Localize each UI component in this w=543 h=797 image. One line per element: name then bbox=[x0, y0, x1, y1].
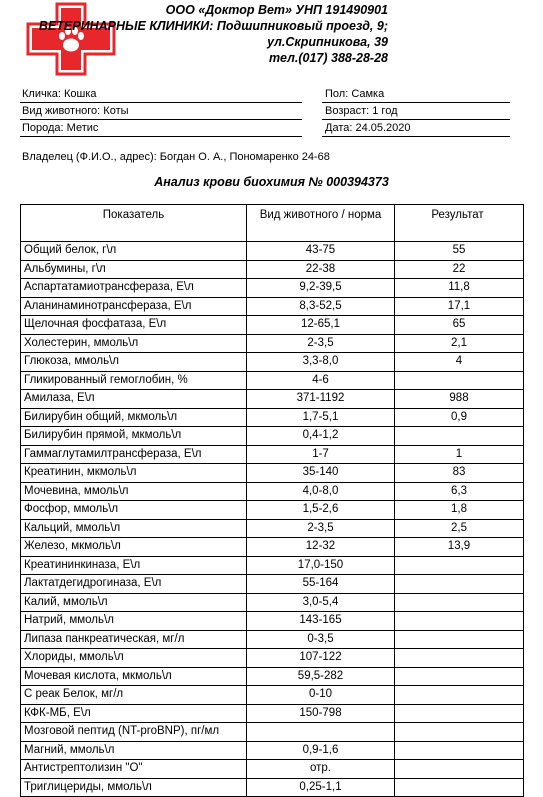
table-row bbox=[21, 260, 524, 279]
table-header-row bbox=[21, 205, 524, 242]
result-cell: 55 bbox=[395, 242, 524, 261]
parameter-cell: Гликированный гемоглобин, % bbox=[21, 371, 247, 390]
parameter-cell: Билирубин прямой, мкмоль\л bbox=[21, 427, 247, 446]
table-row bbox=[21, 741, 524, 760]
norm-cell: 17,0-150 bbox=[247, 556, 395, 575]
result-cell: 6,3 bbox=[395, 482, 524, 501]
patient-name: Кличка: Кошка bbox=[22, 88, 97, 100]
parameter-cell: Глюкоза, ммоль\л bbox=[21, 353, 247, 372]
norm-cell: 55-164 bbox=[247, 575, 395, 594]
result-cell bbox=[395, 427, 524, 446]
divider bbox=[20, 136, 302, 137]
result-cell: 83 bbox=[395, 464, 524, 483]
norm-cell: 143-165 bbox=[247, 612, 395, 631]
parameter-cell: Общий белок, г\л bbox=[21, 242, 247, 261]
result-cell bbox=[395, 704, 524, 723]
norm-cell: отр. bbox=[247, 760, 395, 779]
norm-cell: 4,0-8,0 bbox=[247, 482, 395, 501]
parameter-cell: С реак Белок, мг/л bbox=[21, 686, 247, 705]
table-row bbox=[21, 334, 524, 353]
table-row bbox=[21, 464, 524, 483]
result-cell: 4 bbox=[395, 353, 524, 372]
norm-cell bbox=[247, 723, 395, 742]
divider bbox=[20, 102, 302, 103]
parameter-cell: Калий, ммоль\л bbox=[21, 593, 247, 612]
table-row bbox=[21, 408, 524, 427]
parameter-cell: КФК-МБ, Е\л bbox=[21, 704, 247, 723]
result-cell bbox=[395, 649, 524, 668]
patient-species: Вид животного: Коты bbox=[22, 105, 129, 117]
norm-cell: 150-798 bbox=[247, 704, 395, 723]
table-row bbox=[21, 667, 524, 686]
table-row bbox=[21, 538, 524, 557]
result-cell: 22 bbox=[395, 260, 524, 279]
norm-cell: 12-32 bbox=[247, 538, 395, 557]
table-row bbox=[21, 575, 524, 594]
norm-cell: 1,5-2,6 bbox=[247, 501, 395, 520]
column-header-norm: Вид животного / норма bbox=[247, 205, 395, 242]
page-title: Анализ крови биохимия № 000394373 bbox=[154, 175, 389, 189]
result-cell: 0,9 bbox=[395, 408, 524, 427]
parameter-cell: Аспартатамиотрансфераза, Е\л bbox=[21, 279, 247, 298]
norm-cell: 0,9-1,6 bbox=[247, 741, 395, 760]
clinic-header bbox=[39, 2, 388, 66]
table-row bbox=[21, 760, 524, 779]
table-row bbox=[21, 501, 524, 520]
norm-cell: 12-65,1 bbox=[247, 316, 395, 335]
parameter-cell: Кальций, ммоль\л bbox=[21, 519, 247, 538]
divider bbox=[322, 119, 510, 120]
norm-cell: 22-38 bbox=[247, 260, 395, 279]
parameter-cell: Лактатдегидрогиназа, Е\л bbox=[21, 575, 247, 594]
divider bbox=[322, 136, 510, 137]
norm-cell: 43-75 bbox=[247, 242, 395, 261]
patient-breed: Порода: Метис bbox=[22, 122, 99, 134]
table-row bbox=[21, 279, 524, 298]
result-cell: 65 bbox=[395, 316, 524, 335]
result-cell bbox=[395, 630, 524, 649]
parameter-cell: Амилаза, Е\л bbox=[21, 390, 247, 409]
result-cell bbox=[395, 371, 524, 390]
result-cell bbox=[395, 612, 524, 631]
parameter-cell: Магний, ммоль\л bbox=[21, 741, 247, 760]
parameter-cell: Аланинаминотрансфераза, Е\л bbox=[21, 297, 247, 316]
table-row bbox=[21, 445, 524, 464]
norm-cell: 0-10 bbox=[247, 686, 395, 705]
clinic-address: ВЕТЕРИНАРНЫЕ КЛИНИКИ: Подшипниковый проезд, 9; bbox=[38, 19, 388, 33]
parameter-cell: Мозговой пептид (NT-proBNP), пг/мл bbox=[21, 723, 247, 742]
parameter-cell: Липаза панкреатическая, мг/л bbox=[21, 630, 247, 649]
clinic-name: ООО «Доктор Вет» УНП 191490901 bbox=[165, 3, 388, 17]
parameter-cell: Железо, мкмоль\л bbox=[21, 538, 247, 557]
table-row bbox=[21, 353, 524, 372]
norm-cell: 0-3,5 bbox=[247, 630, 395, 649]
parameter-cell: Антистрептолизин "О" bbox=[21, 760, 247, 779]
clinic-phone: тел.(017) 388-28-28 bbox=[269, 51, 388, 65]
norm-cell: 59,5-282 bbox=[247, 667, 395, 686]
table-row bbox=[21, 723, 524, 742]
table-row bbox=[21, 482, 524, 501]
result-cell: 1,8 bbox=[395, 501, 524, 520]
result-cell bbox=[395, 593, 524, 612]
norm-cell: 3,0-5,4 bbox=[247, 593, 395, 612]
result-cell: 2,5 bbox=[395, 519, 524, 538]
result-cell bbox=[395, 575, 524, 594]
result-cell bbox=[395, 723, 524, 742]
norm-cell: 9,2-39,5 bbox=[247, 279, 395, 298]
clinic-street: ул.Скрипникова, 39 bbox=[267, 35, 388, 49]
result-cell: 1 bbox=[395, 445, 524, 464]
result-cell: 2,1 bbox=[395, 334, 524, 353]
table-row bbox=[21, 371, 524, 390]
norm-cell: 1-7 bbox=[247, 445, 395, 464]
owner-info: Владелец (Ф.И.О., адрес): Богдан О. А., Пономаренко 24-68 bbox=[22, 151, 330, 163]
parameter-cell: Креатинин, мкмоль\л bbox=[21, 464, 247, 483]
norm-cell: 35-140 bbox=[247, 464, 395, 483]
test-date: Дата: 24.05.2020 bbox=[325, 122, 411, 134]
parameter-cell: Холестерин, ммоль\л bbox=[21, 334, 247, 353]
column-header-parameter: Показатель bbox=[21, 205, 247, 242]
parameter-cell: Натрий, ммоль\л bbox=[21, 612, 247, 631]
table-row bbox=[21, 686, 524, 705]
parameter-cell: Билирубин общий, мкмоль\л bbox=[21, 408, 247, 427]
table-row bbox=[21, 593, 524, 612]
table-row bbox=[21, 612, 524, 631]
table-row bbox=[21, 297, 524, 316]
norm-cell: 0,4-1,2 bbox=[247, 427, 395, 446]
table-row bbox=[21, 649, 524, 668]
norm-cell: 1,7-5,1 bbox=[247, 408, 395, 427]
parameter-cell: Альбумины, г\л bbox=[21, 260, 247, 279]
column-header-result: Результат bbox=[395, 205, 524, 242]
result-cell: 13,9 bbox=[395, 538, 524, 557]
table-row bbox=[21, 556, 524, 575]
table-row bbox=[21, 519, 524, 538]
table-row bbox=[21, 390, 524, 409]
table-row bbox=[21, 630, 524, 649]
result-cell bbox=[395, 556, 524, 575]
norm-cell: 0,25-1,1 bbox=[247, 778, 395, 797]
norm-cell: 4-6 bbox=[247, 371, 395, 390]
parameter-cell: Гаммаглутамилтрансфераза, Е\л bbox=[21, 445, 247, 464]
result-cell: 17,1 bbox=[395, 297, 524, 316]
table-row bbox=[21, 704, 524, 723]
result-cell bbox=[395, 667, 524, 686]
parameter-cell: Щелочная фосфатаза, Е\л bbox=[21, 316, 247, 335]
divider bbox=[322, 102, 510, 103]
result-cell bbox=[395, 741, 524, 760]
parameter-cell: Креатининкиназа, Е\л bbox=[21, 556, 247, 575]
patient-age: Возраст: 1 год bbox=[325, 105, 398, 117]
norm-cell: 107-122 bbox=[247, 649, 395, 668]
patient-sex: Пол: Самка bbox=[325, 88, 385, 100]
result-cell bbox=[395, 686, 524, 705]
result-cell bbox=[395, 778, 524, 797]
norm-cell: 3,3-8,0 bbox=[247, 353, 395, 372]
table-row bbox=[21, 242, 524, 261]
result-cell: 11,8 bbox=[395, 279, 524, 298]
table-row bbox=[21, 778, 524, 797]
table-row bbox=[21, 427, 524, 446]
norm-cell: 8,3-52,5 bbox=[247, 297, 395, 316]
norm-cell: 2-3,5 bbox=[247, 334, 395, 353]
parameter-cell: Мочевая кислота, мкмоль\л bbox=[21, 667, 247, 686]
table-row bbox=[21, 316, 524, 335]
norm-cell: 2-3,5 bbox=[247, 519, 395, 538]
norm-cell: 371-1192 bbox=[247, 390, 395, 409]
parameter-cell: Хлориды, ммоль\л bbox=[21, 649, 247, 668]
results-table bbox=[20, 204, 524, 797]
parameter-cell: Фосфор, ммоль\л bbox=[21, 501, 247, 520]
result-cell bbox=[395, 760, 524, 779]
result-cell: 988 bbox=[395, 390, 524, 409]
divider bbox=[20, 119, 302, 120]
parameter-cell: Мочевина, ммоль\л bbox=[21, 482, 247, 501]
parameter-cell: Триглицериды, ммоль\л bbox=[21, 778, 247, 797]
